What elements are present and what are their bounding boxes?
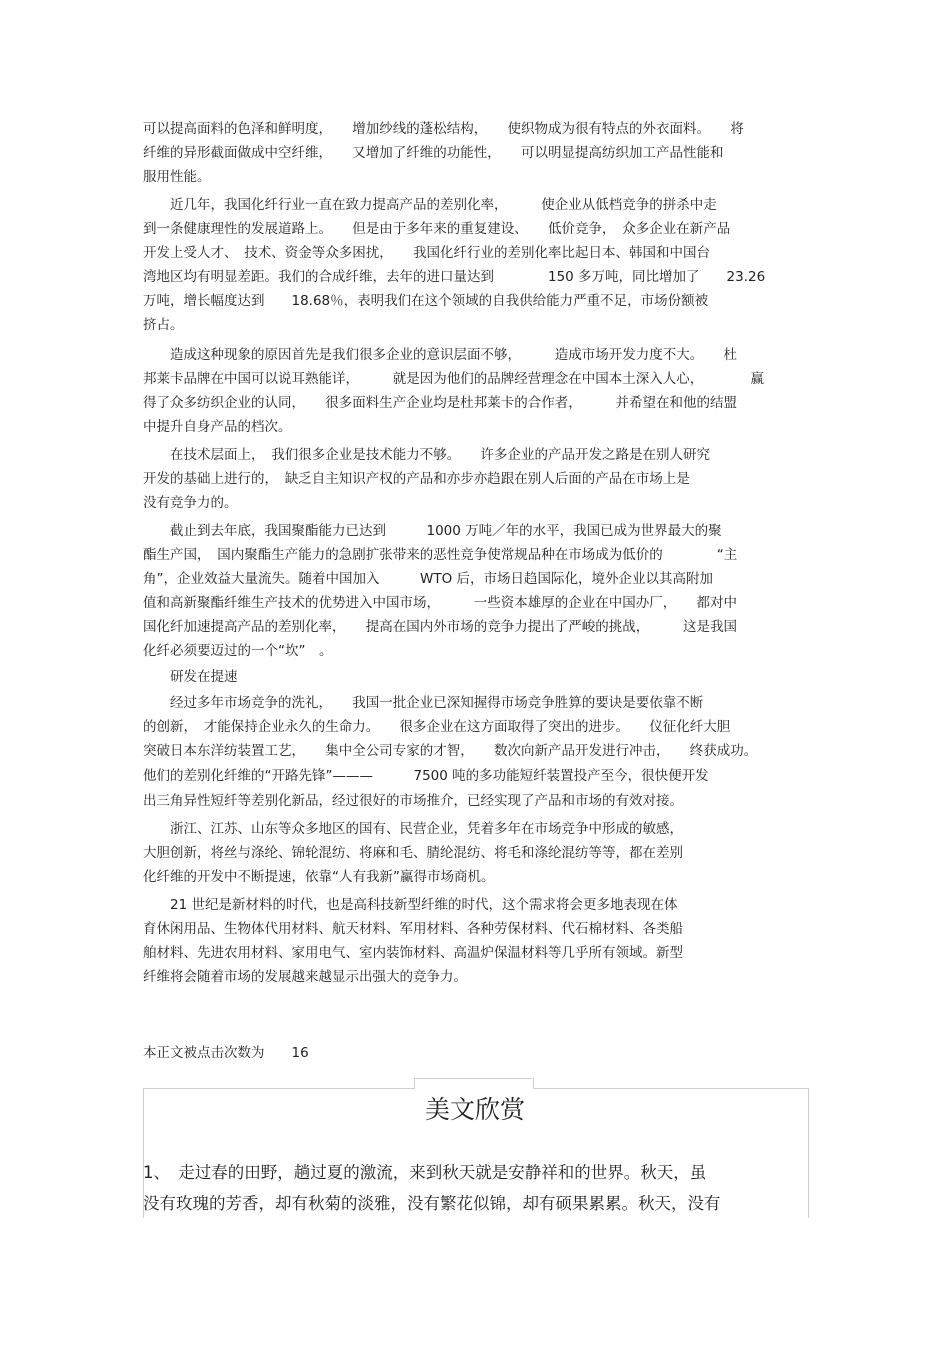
essay-box-border bbox=[143, 1088, 415, 1089]
article-line: 值和高新聚酯纤维生产技术的优势进入中国市场， 一些资本雄厚的企业在中国办厂， 都对中 bbox=[143, 595, 737, 611]
article-line: 角”，企业效益大量流失。随着中国加入 WTO 后，市场日趋国际化，境外企业以其高附加 bbox=[143, 571, 714, 587]
click-counter: 本正文被点击次数为 16 bbox=[143, 1045, 309, 1061]
article-line: 大胆创新，将丝与涤纶、锦轮混纺、将麻和毛、腈纶混纺、将毛和涤纶混纺等等，都在差别 bbox=[143, 845, 683, 861]
article-line: 经过多年市场竞争的洗礼， 我国一批企业已深知握得市场竞争胜算的要诀是要依靠不断 bbox=[143, 695, 704, 711]
article-line: 到一条健康理性的发展道路上。 但是由于多年来的重复建设、 低价竞争， 众多企业在新产品 bbox=[143, 221, 731, 237]
article-line: 育休闲用品、生物体代用材料、航天材料、军用材料、各种劳保材料、代石棉材料、各类船 bbox=[143, 921, 683, 937]
article-line: 浙江、江苏、山东等众多地区的国有、民营企业，凭着多年在市场竞争中形成的敏感， bbox=[143, 821, 683, 837]
article-line: 国化纤加速提高产品的差别化率， 提高在国内外市场的竞争力提出了严峻的挑战， 这是我国 bbox=[143, 619, 737, 635]
article-line: 得了众多纺织企业的认同， 很多面料生产企业均是杜邦莱卡的合作者， 并希望在和他的结盟 bbox=[143, 395, 737, 411]
essay-box-tab bbox=[414, 1078, 534, 1089]
article-line: 的创新， 才能保持企业永久的生命力。 很多企业在这方面取得了突出的进步。 仪征化纤大胆 bbox=[143, 719, 731, 735]
article-line: 可以提高面料的色泽和鲜明度， 增加纱线的蓬松结构， 使织物成为很有特点的外衣面料。 将 bbox=[143, 121, 744, 137]
article-line: 万吨，增长幅度达到 18.68％，表明我们在这个领域的自我供给能力严重不足，市场份额被 bbox=[143, 293, 709, 309]
article-line: 中提升自身产品的档次。 bbox=[143, 419, 292, 435]
article-line: 开发上受人才、 技术、资金等众多困扰， 我国化纤行业的差别化率比起日本、韩国和中国台 bbox=[143, 245, 710, 261]
essay-box-title: 美文欣赏 bbox=[424, 1095, 525, 1124]
article-line: 近几年，我国化纤行业一直在致力提高产品的差别化率， 使企业从低档竞争的拼杀中走 bbox=[143, 197, 717, 213]
article-line: 突破日本东洋纺装置工艺， 集中全公司专家的才智， 数次向新产品开发进行冲击， 终获成功。 bbox=[143, 743, 758, 759]
article-line: 在技术层面上， 我们很多企业是技术能力不够。 许多企业的产品开发之路是在别人研究 bbox=[143, 447, 710, 463]
essay-line: 1、 走过春的田野，趟过夏的激流，来到秋天就是安静祥和的世界。秋天，虽 bbox=[143, 1163, 707, 1182]
article-line: 酯生产国， 国内聚酯生产能力的急剧扩张带来的恶性竞争使常规品种在市场成为低价的 “主 bbox=[143, 547, 738, 563]
article-line: 化纤维的开发中不断提速，依靠“人有我新”赢得市场商机。 bbox=[143, 869, 495, 885]
article-line: 邦莱卡品牌在中国可以说耳熟能详， 就是因为他们的品牌经营理念在中国本土深入人心， 赢 bbox=[143, 371, 764, 387]
article-line: 纤维将会随着市场的发展越来越显示出强大的竞争力。 bbox=[143, 969, 467, 985]
essay-line: 没有玫瑰的芳香，却有秋菊的淡雅，没有繁花似锦，却有硕果累累。秋天，没有 bbox=[143, 1194, 721, 1213]
article-line: 纤维的异形截面做成中空纤维， 又增加了纤维的功能性， 可以明显提高纺织加工产品性能和 bbox=[143, 145, 724, 161]
article-line: 21 世纪是新材料的时代，也是高科技新型纤维的时代，这个需求将会更多地表现在体 bbox=[143, 897, 678, 913]
article-line: 舶材料、先进农用材料、家用电气、室内装饰材料、高温炉保温材料等几乎所有领域。新型 bbox=[143, 945, 683, 961]
article-line: 造成这种现象的原因首先是我们很多企业的意识层面不够， 造成市场开发力度不大。 杜 bbox=[143, 347, 737, 363]
article-line: 化纤必须要迈过的一个“坎” 。 bbox=[143, 643, 333, 659]
article-line: 开发的基础上进行的， 缺乏自主知识产权的产品和亦步亦趋跟在别人后面的产品在市场上是 bbox=[143, 471, 690, 487]
article-line: 他们的差别化纤维的“开路先锋”——— 7500 吨的多功能短纤装置投产至今，很快便开发 bbox=[143, 768, 709, 784]
article-line: 服用性能。 bbox=[143, 169, 211, 185]
article-line: 截止到去年底，我国聚酯能力已达到 1000 万吨／年的水平，我国已成为世界最大的聚 bbox=[143, 523, 722, 539]
article-line: 没有竞争力的。 bbox=[143, 495, 238, 511]
article-line: 研发在提速 bbox=[143, 669, 238, 685]
article-line: 挤占。 bbox=[143, 317, 184, 333]
essay-box-border bbox=[532, 1088, 808, 1089]
article-line: 出三角异性短纤等差别化新品，经过很好的市场推介，已经实现了产品和市场的有效对接。 bbox=[143, 793, 683, 809]
article-line: 湾地区均有明显差距。我们的合成纤维，去年的进口量达到 150 多万吨，同比增加了 23.26 bbox=[143, 269, 766, 285]
